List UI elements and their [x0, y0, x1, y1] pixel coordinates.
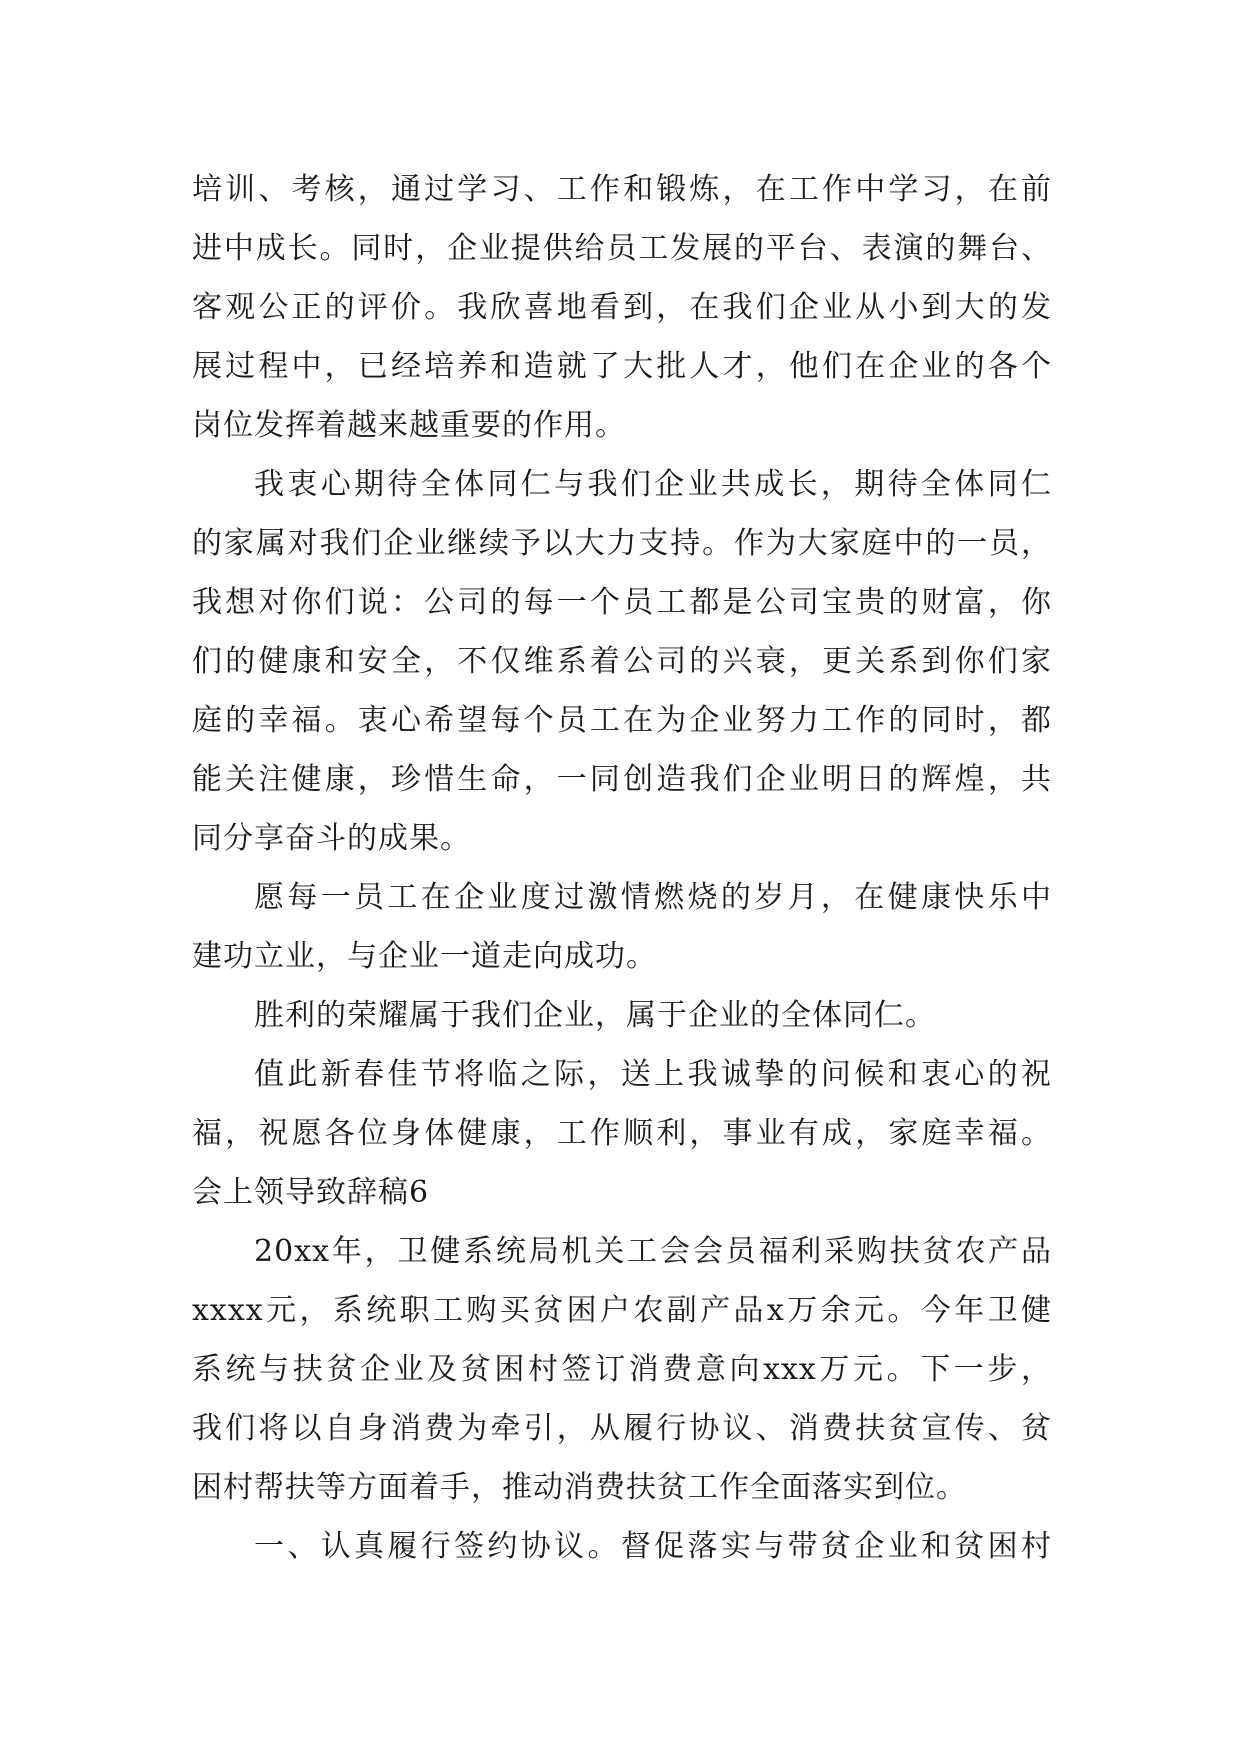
paragraph-line: 我想对你们说：公司的每一个员工都是公司宝贵的财富，你: [192, 585, 1052, 620]
paragraph-line: 庭的幸福。衷心希望每个员工在为企业努力工作的同时，都: [192, 703, 1052, 738]
paragraph-line: 培训、考核，通过学习、工作和锻炼，在工作中学习，在前: [192, 172, 1052, 207]
paragraph-line: 建功立业，与企业一道走向成功。: [192, 939, 657, 974]
paragraph-line: 我衷心期待全体同仁与我们企业共成长，期待全体同仁: [254, 467, 1052, 502]
paragraph-line: 客观公正的评价。我欣喜地看到，在我们企业从小到大的发: [192, 290, 1052, 325]
paragraph-line: 能关注健康，珍惜生命，一同创造我们企业明日的辉煌，共: [192, 762, 1052, 797]
paragraph-line: 们的健康和安全，不仅维系着公司的兴衰，更关系到你们家: [192, 644, 1052, 679]
paragraph-line: 进中成长。同时，企业提供给员工发展的平台、表演的舞台、: [192, 231, 1052, 266]
paragraph-line: 20xx年，卫健系统局机关工会会员福利采购扶贫农产品: [254, 1234, 1052, 1269]
paragraph-line: 胜利的荣耀属于我们企业，属于企业的全体同仁。: [254, 998, 936, 1033]
section-heading: 会上领导致辞稿6: [192, 1175, 430, 1210]
paragraph-line: 展过程中，已经培养和造就了大批人才，他们在企业的各个: [192, 349, 1052, 384]
paragraph-line: 岗位发挥着越来越重要的作用。: [192, 408, 626, 443]
paragraph-line: 系统与扶贫企业及贫困村签订消费意向xxx万元。下一步，: [192, 1352, 1052, 1387]
paragraph-line: 的家属对我们企业继续予以大力支持。作为大家庭中的一员，: [192, 526, 1052, 561]
paragraph-line: 愿每一员工在企业度过激情燃烧的岁月，在健康快乐中: [254, 880, 1052, 915]
paragraph-line: 困村帮扶等方面着手，推动消费扶贫工作全面落实到位。: [192, 1470, 967, 1505]
paragraph-line: 福，祝愿各位身体健康，工作顺利，事业有成，家庭幸福。: [192, 1116, 1052, 1151]
paragraph-line: xxxx元，系统职工购买贫困户农副产品x万余元。今年卫健: [192, 1293, 1052, 1328]
paragraph-line: 一、认真履行签约协议。督促落实与带贫企业和贫困村: [254, 1529, 1052, 1564]
paragraph-line: 我们将以自身消费为牵引，从履行协议、消费扶贫宣传、贫: [192, 1411, 1052, 1446]
paragraph-line: 值此新春佳节将临之际，送上我诚挚的问候和衷心的祝: [254, 1057, 1052, 1092]
document-body: [192, 160, 1052, 1576]
paragraph-line: 同分享奋斗的成果。: [192, 821, 471, 856]
